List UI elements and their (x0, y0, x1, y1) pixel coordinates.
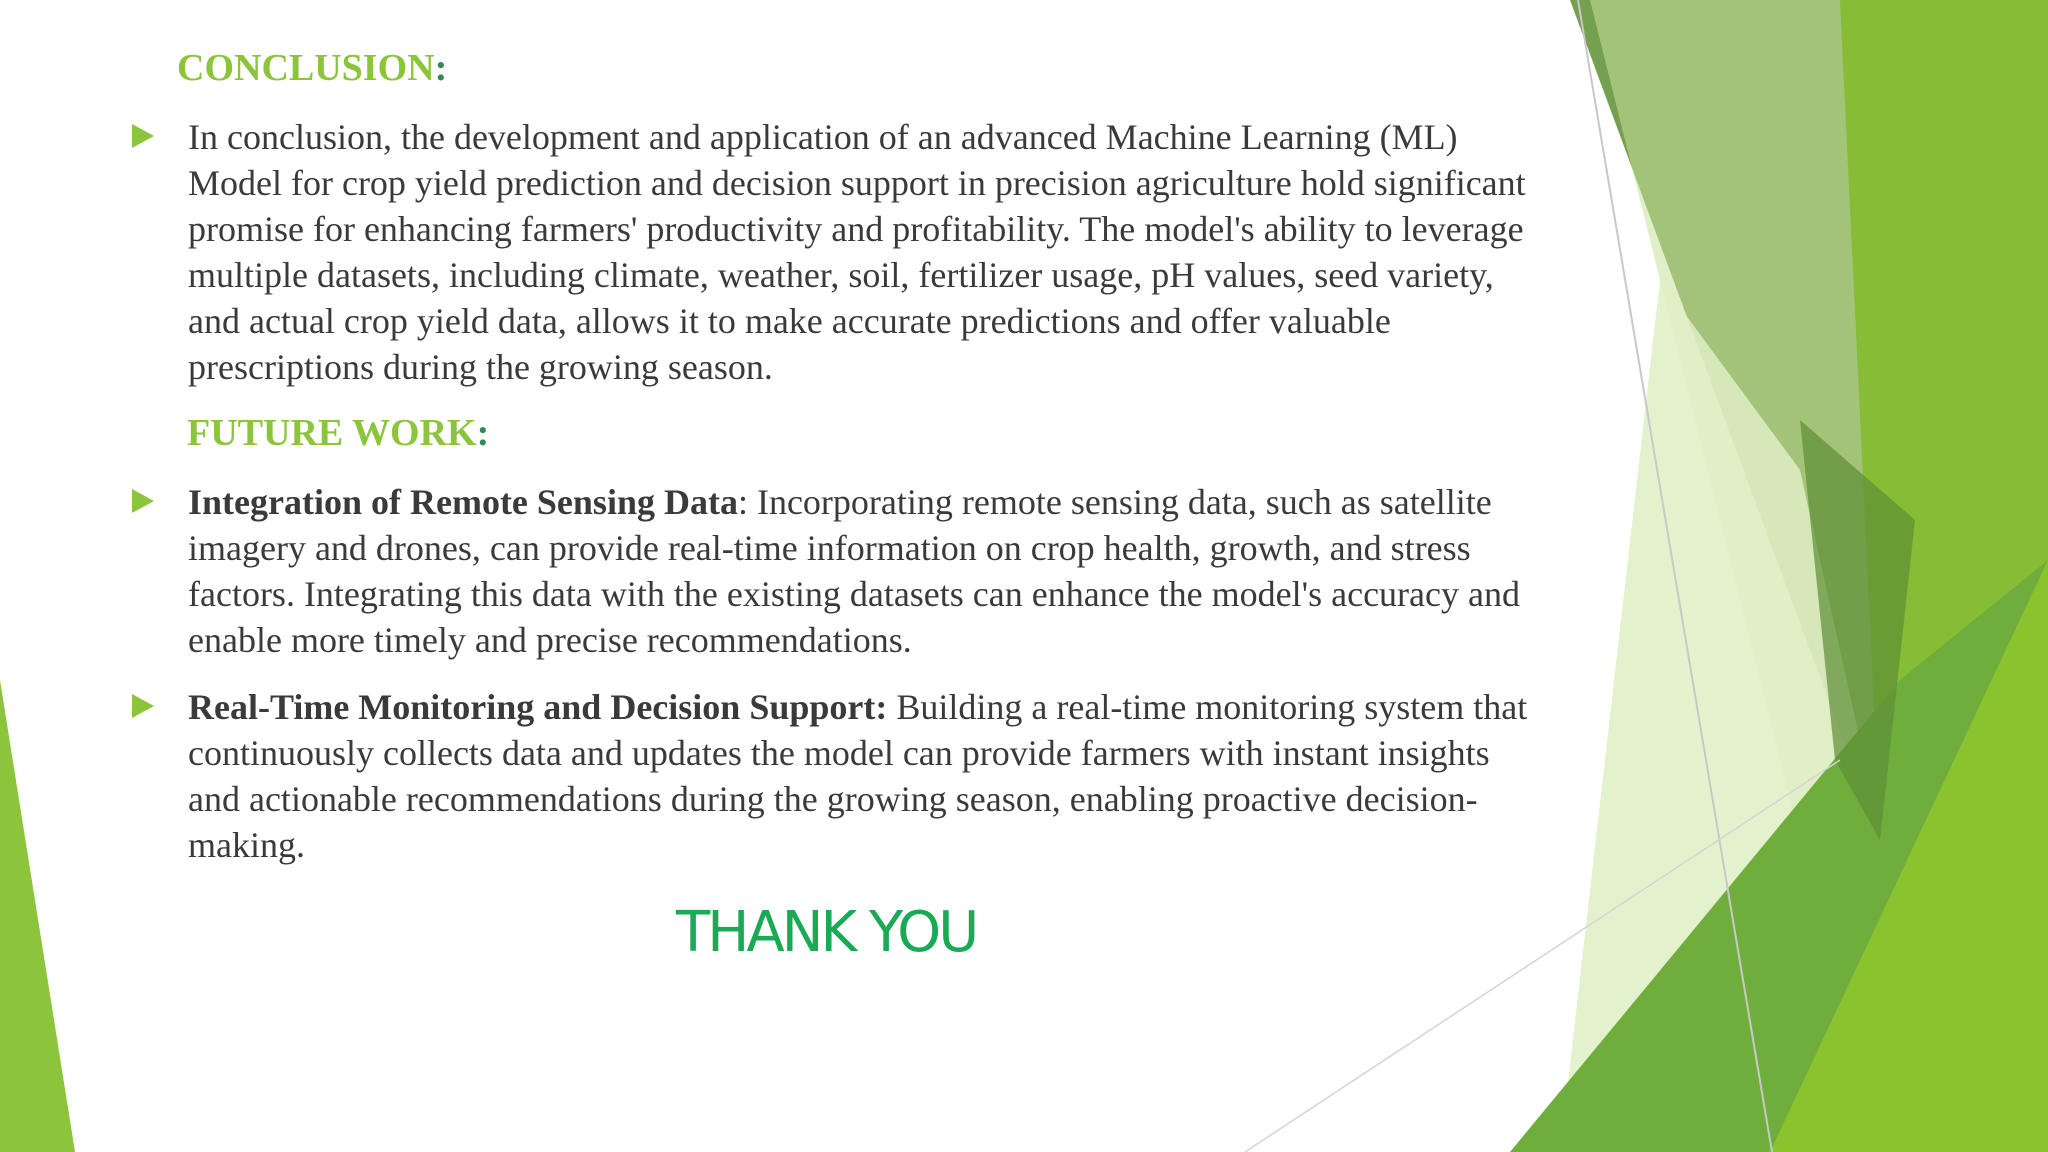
future-work-item (130, 479, 1550, 663)
future-work-item-text (188, 479, 1550, 663)
future-work-item-body: Building a real-time monitoring system that continuously collects data and updates the model can provide farmers with instant insights and actionable recommendations during the growing season, enabling proactive decision-making. (188, 687, 1528, 865)
future-work-heading (187, 411, 489, 455)
left-edge-shape (0, 680, 75, 1152)
bullet-arrow-icon (132, 489, 154, 513)
conclusion-bullet (130, 114, 1550, 390)
bullet-arrow-icon (132, 124, 154, 148)
conclusion-heading-colon: : (434, 47, 448, 89)
conclusion-text: In conclusion, the development and application of an advanced Machine Learning (ML) Model for crop yield prediction and decision support in precision agriculture hold significant promise for enhancing farmers' productivity and profitability. The model's ability to leverage multiple datasets, including climate, weather, soil, fertilizer usage, pH values, seed variety, and actual crop yield data, allows it to make accurate predictions and offer valuable prescriptions during the growing season. (188, 117, 1526, 387)
conclusion-heading-text: CONCLUSION (177, 47, 435, 89)
future-work-item-text (188, 684, 1550, 868)
thank-you-text: THANK YOU (676, 900, 977, 965)
future-work-item-title: Integration of Remote Sensing Data (188, 482, 738, 522)
future-work-item (130, 684, 1550, 868)
future-work-item-body: : Incorporating remote sensing data, such as satellite imagery and drones, can provide real-time information on crop health, growth, and stress factors. Integrating this data with the existing datasets can enhance the model's accuracy and enable more timely and precise recommendations. (188, 482, 1520, 660)
conclusion-heading (177, 46, 447, 90)
future-work-heading-colon: : (476, 412, 490, 454)
future-work-item-title: Real-Time Monitoring and Decision Support: (188, 687, 888, 727)
future-work-heading-text: FUTURE WORK (187, 412, 477, 454)
bullet-arrow-icon (132, 694, 154, 718)
